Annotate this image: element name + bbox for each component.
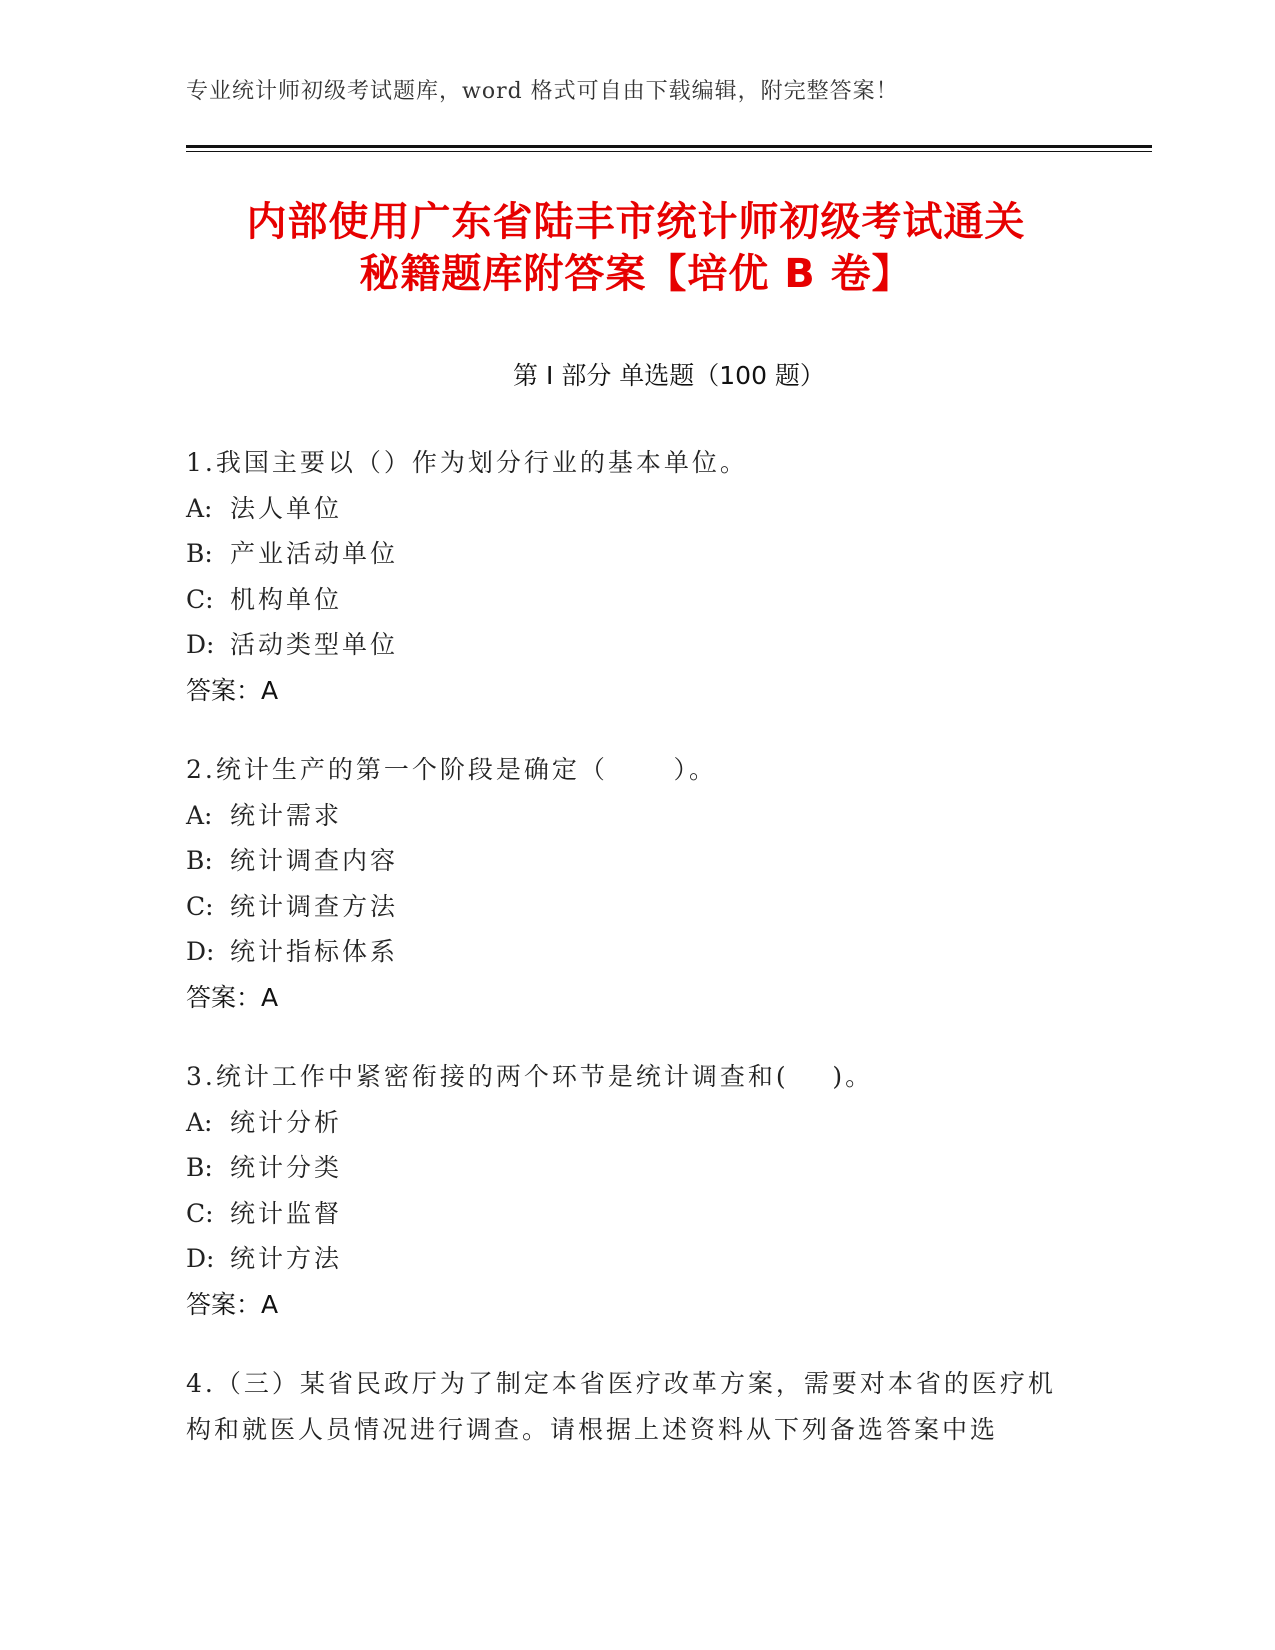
option-text: 机构单位 (230, 584, 343, 614)
option-text: 活动类型单位 (230, 630, 399, 659)
option-letter: A: (186, 493, 213, 523)
option-letter: D: (186, 1244, 215, 1273)
option-letter: C: (186, 584, 214, 614)
option-text: 统计监督 (230, 1198, 343, 1228)
header-note: 专业统计师初级考试题库，word 格式可自由下载编辑，附完整答案！ (186, 79, 899, 104)
option-letter: A: (186, 800, 213, 830)
option-a (186, 486, 1066, 532)
question-4 (186, 1361, 1066, 1452)
question-stem: 1.我国主要以（）作为划分行业的基本单位。 (186, 448, 748, 477)
document-title (186, 196, 1086, 300)
option-a (186, 1100, 1066, 1146)
option-letter: B: (186, 539, 213, 568)
option-d (186, 1236, 1066, 1282)
question-3 (186, 1054, 1066, 1327)
option-text: 统计分析 (230, 1107, 343, 1137)
section-heading: 第 I 部分 单选题（100 题） (513, 361, 825, 390)
header-rule-thin (186, 151, 1152, 152)
option-letter: D: (186, 630, 215, 659)
option-d (186, 622, 1066, 668)
option-text: 统计调查方法 (230, 891, 399, 921)
question-stem: 4.（三）某省民政厅为了制定本省医疗改革方案，需要对本省的医疗机构和就医人员情况进行调查。请根据上述资料从下列备选答案中选 (186, 1369, 1056, 1444)
option-text: 统计方法 (230, 1244, 343, 1273)
header-rule-thick (186, 145, 1152, 148)
question-2 (186, 747, 1066, 1020)
option-text: 统计分类 (230, 1153, 343, 1182)
option-letter: D: (186, 937, 215, 966)
option-b (186, 838, 1066, 884)
option-text: 统计指标体系 (230, 937, 399, 966)
question-list (186, 440, 1066, 1486)
option-letter: C: (186, 1198, 214, 1228)
option-letter: A: (186, 1107, 213, 1137)
answer: 答案：A (186, 675, 279, 705)
option-text: 统计调查内容 (230, 846, 399, 875)
option-b (186, 1145, 1066, 1191)
option-c (186, 1191, 1066, 1237)
option-letter: B: (186, 1153, 213, 1182)
question-stem: 2.统计生产的第一个阶段是确定（ ）。 (186, 755, 718, 784)
title-line-2: 秘籍题库附答案【培优 B 卷】 (359, 251, 913, 297)
answer: 答案：A (186, 1289, 279, 1319)
option-d (186, 929, 1066, 975)
option-a (186, 793, 1066, 839)
option-c (186, 577, 1066, 623)
option-c (186, 884, 1066, 930)
option-letter: C: (186, 891, 214, 921)
option-b (186, 531, 1066, 577)
option-text: 统计需求 (230, 800, 343, 830)
question-stem: 3.统计工作中紧密衔接的两个环节是统计调查和( )。 (186, 1062, 874, 1091)
title-line-1: 内部使用广东省陆丰市统计师初级考试通关 (246, 199, 1026, 245)
question-1 (186, 440, 1066, 713)
option-letter: B: (186, 846, 213, 875)
answer: 答案：A (186, 982, 279, 1012)
option-text: 产业活动单位 (230, 539, 399, 568)
option-text: 法人单位 (230, 493, 343, 523)
